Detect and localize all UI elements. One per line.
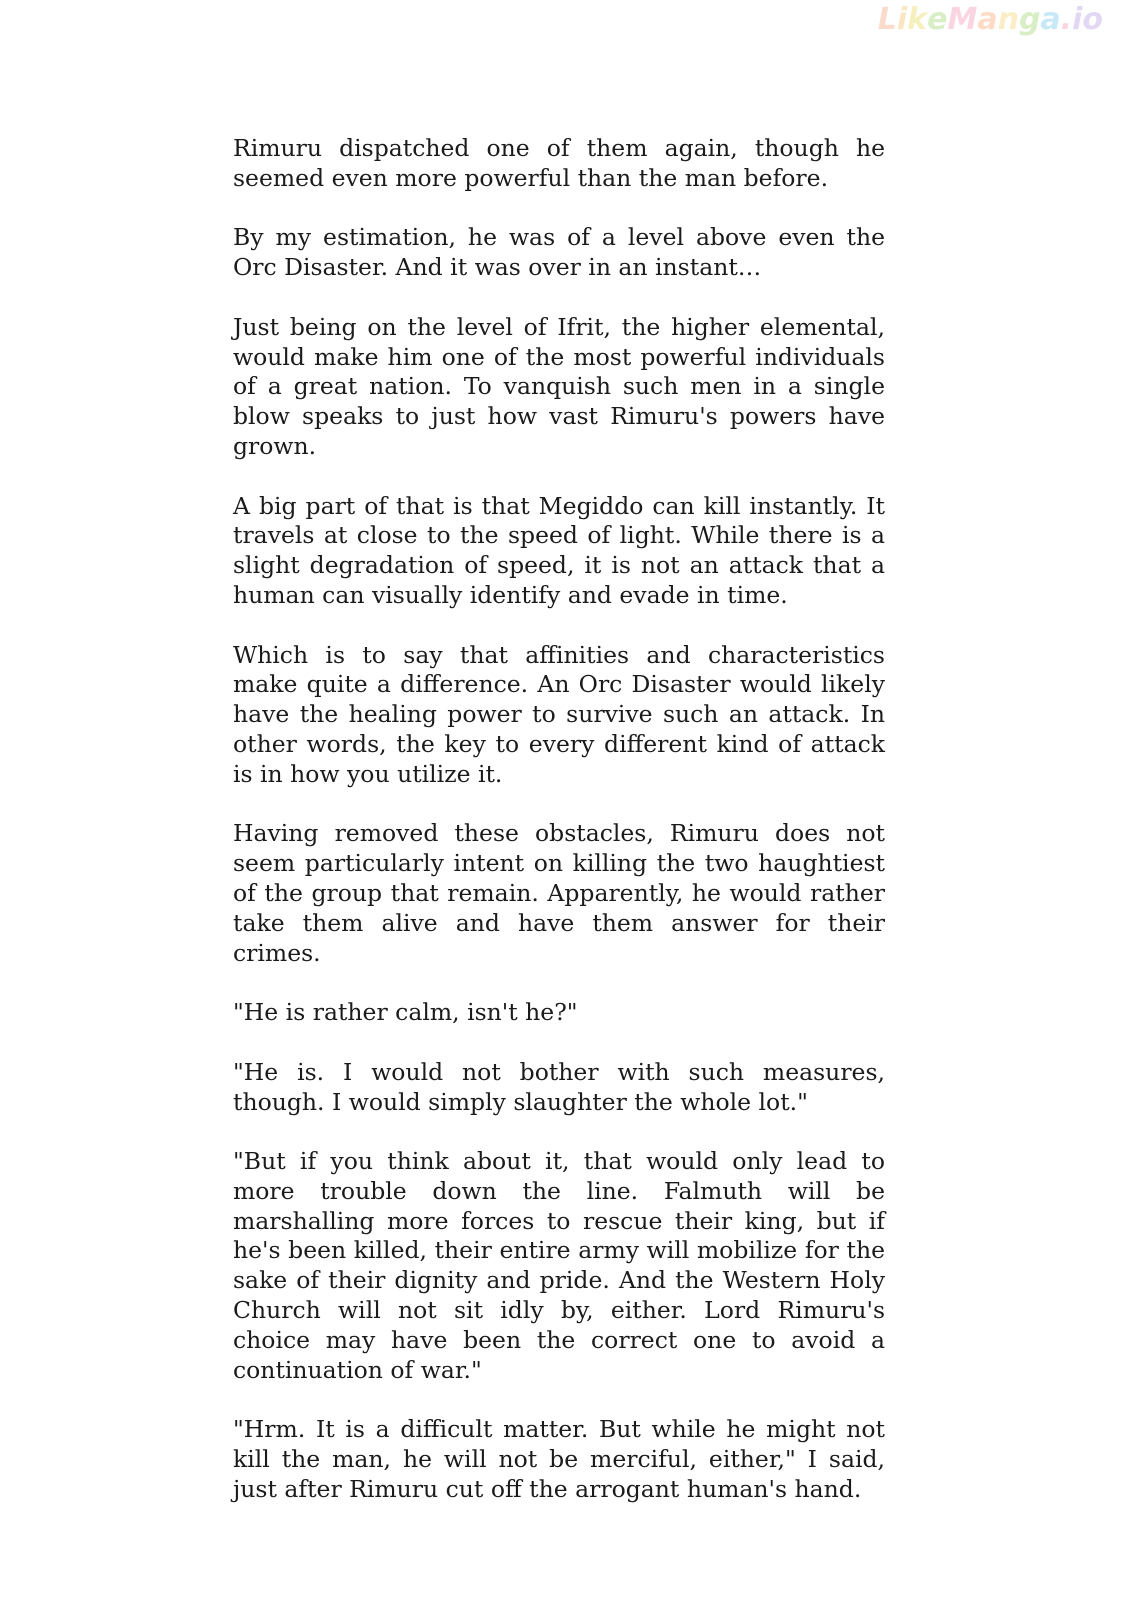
watermark-logo [878,2,1103,37]
paragraph: "Hrm. It is a difficult matter. But while he might not kill the man, he will not be merciful, either," I said, just after Rimuru cut off the arrogant human's hand. [233,1415,885,1503]
watermark-letter: o [1082,2,1103,37]
paragraph: Just being on the level of Ifrit, the higher elemental, would make him one of the most powerful individuals of a great nation. To vanquish such men in a single blow speaks to just how vast Rimuru's powers have grown. [233,312,885,460]
watermark-letter: L [877,2,897,37]
paragraph: "He is rather calm, isn't he?" [233,998,578,1027]
page-body-text [233,134,885,1534]
paragraph: Having removed these obstacles, Rimuru does not seem particularly intent on killing the two haughtiest of the group that remain. Apparently, he would rather take them alive and have them answer for their crimes. [233,819,885,967]
paragraph: "But if you think about it, that would only lead to more trouble down the line. Falmuth will be marshalling more forces to rescue their king, but if he's been killed, their entire army will mobilize for the sake of their dignity and pride. And the Western Holy Church will not sit idly by, either. Lord Rimuru's choice may have been the correct one to avoid a continuation of war." [233,1147,885,1384]
watermark-letter: i [896,2,908,37]
watermark-letter: a [1040,2,1061,37]
watermark-letter: M [947,2,978,37]
paragraph: "He is. I would not bother with such measures, though. I would simply slaughter the whole lot." [233,1057,885,1116]
watermark-letter: i [1072,2,1083,37]
watermark-letter: k [907,2,928,37]
watermark-letter: g [1018,2,1041,37]
paragraph: Rimuru dispatched one of them again, though he seemed even more powerful than the man before. [233,134,885,192]
watermark-letter: a [977,2,998,37]
watermark-letter: e [927,2,948,37]
watermark-letter: . [1060,2,1073,37]
paragraph: By my estimation, he was of a level above even the Orc Disaster. And it was over in an instant… [233,223,885,282]
paragraph: Which is to say that affinities and characteristics make quite a difference. An Orc Disaster would likely have the healing power to survive such an attack. In other words, the key to every different kind of attack is in how you utilize it. [233,640,885,788]
paragraph: A big part of that is that Megiddo can kill instantly. It travels at close to the speed of light. While there is a slight degradation of speed, it is not an attack that a human can visually identify and evade in time. [233,491,885,609]
watermark-letter: n [997,2,1019,37]
